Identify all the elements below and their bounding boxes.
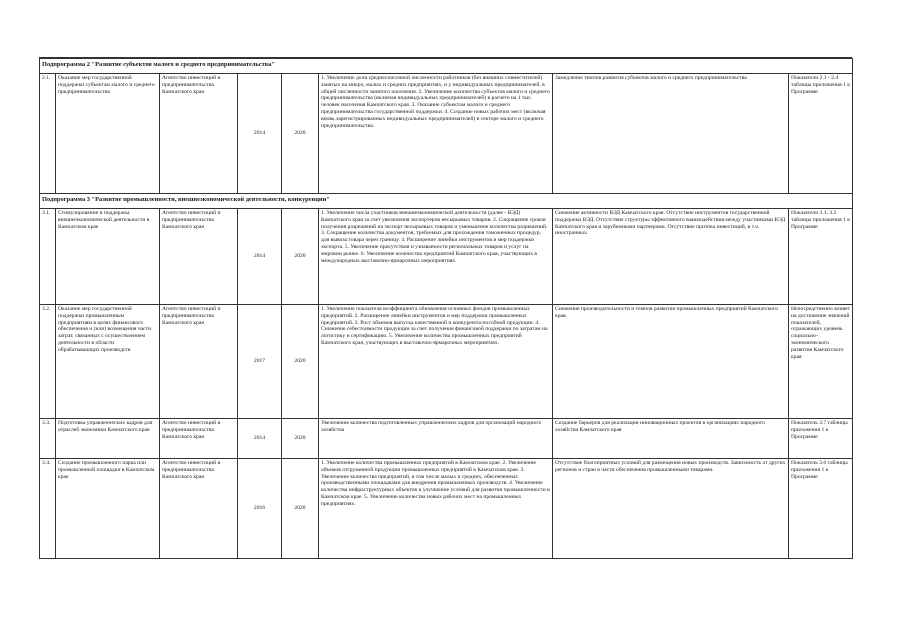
indicator-link: Непосредственно влияет на достижение значений показателей, отражающих уровень социально-экономического развития Камчатского края <box>789 305 853 419</box>
end-year: 2020 <box>282 459 319 559</box>
start-year: 2016 <box>238 459 282 559</box>
expected-result: 1. Увеличение показателя коэффициента обновления основных фондов промышленных предприятий. 2. Расширение линейки инструментов и мер поддержки промышленных предприятий. 3. Рост объемов выпуска качественной и конкурентоспособной продукции. 4. Снижение себестоимости продукции за счет получения финансовой поддержки по затратам на логистику и сертификацию. 5. Увеличение количества промышленных предприятий Камчатского края, участвующих в выставочно-ярмарочных мероприятиях. <box>319 305 553 419</box>
indicator-link: Показатель 3.6 таблицы приложения 1 к Программе <box>789 459 853 559</box>
end-year: 2020 <box>282 419 319 459</box>
subprogram-3-title: Подпрограмма 3 "Развитие промышленности, внешнеэкономической деятельности, конкуренции" <box>40 194 853 209</box>
consequence: Замедление темпов развития субъектов малого и среднего предпринимательства <box>553 74 789 194</box>
end-year: 2020 <box>282 209 319 305</box>
measure-name: Оказание мер государственной поддержки промышленным предприятиям в целях финансового обеспечения и (или) возмещения части затрат, связанных с осуществлением деятельности в области обрабатывающих производств <box>56 305 160 419</box>
end-year: 2020 <box>282 305 319 419</box>
row-number: 3.3. <box>40 419 56 459</box>
executor: Агентство инвестиций и предпринимательства Камчатского края <box>160 459 238 559</box>
executor: Агентство инвестиций и предпринимательства Камчатского края <box>160 419 238 459</box>
executor: Агентство инвестиций и предпринимательства Камчатского края <box>160 305 238 419</box>
indicator-link: Показатель 3.7 таблицы приложения 1 к Программе <box>789 419 853 459</box>
executor: Агентство инвестиций и предпринимательства Камчатского края <box>160 74 238 194</box>
expected-result: Увеличение количества подготовленных управленческих кадров для организаций народного хозяйства <box>319 419 553 459</box>
start-year: 2017 <box>238 305 282 419</box>
consequence: Отсутствие благоприятных условий для размещения новых производств. Зависимость от других регионов и стран в части обеспечения промышленными товарами. <box>553 459 789 559</box>
expected-result: 1. Увеличение числа участников внешнеэкономической деятельности (далее - ВЭД) Камчатского края за счет увеличения экспортеров несырьевых товаров. 2. Сокращение сроков получения разрешений на экспорт несырьевых товаров и уменьшение количества разрешений. 3. Сокращение количества документов, требуемых для прохождения таможенных процедур, для вывоза товара через границу. 4. Расширение линейки инструментов и мер поддержки экспорта. 5. Увеличение присутствия и узнаваемости региональных товаров и услуг на мировом рынке. 6. Увеличение количества предприятий Камчатского края, участвующих в международных выставочно-ярмарочных мероприятиях. <box>319 209 553 305</box>
subprogram-2-title: Подпрограмма 2 "Развитие субъектов малого и среднего предпринимательства" <box>40 59 853 74</box>
indicator-link: Показатели 3.1, 3.2 таблицы приложения 1 к Программе <box>789 209 853 305</box>
consequence: Снижение активности ВЭД Камчатского края. Отсутствие инструментов государственной поддержки ВЭД. Отсутствие структуры эффективного взаимодействия между участниками ВЭД Камчатского края и зарубежными партнерами. Отсутствие притока инвестиций, в т.ч. иностранных. <box>553 209 789 305</box>
executor: Агентство инвестиций и предпринимательства Камчатского края <box>160 209 238 305</box>
row-number: 3.1. <box>40 209 56 305</box>
expected-result: 1. Увеличение доли среднесписочной численности работников (без внешних совместителей) занятых на микро, малых и средних предприятиях, и у индивидуальных предпринимателей, в общей численности занятого населения. 2. Увеличение количества субъектов малого и среднего предпринимательства (включая индивидуальных предпринимателей) в расчете на 1 тыс. человек населения Камчатского края. 3. Оказание субъектам малого и среднего предпринимательства государственной поддержки. 4. Создание новых рабочих мест (включая вновь зарегистрированных индивидуальных предпринимателей) в секторе малого и среднего предпринимательства. <box>319 74 553 194</box>
expected-result: 1. Увеличение количества промышленных предприятий в Камчатском крае. 2. Увеличение объемов отгруженной продукции промышленных предприятий в Камчатском крае. 3. Увеличение количества предприятий, в том числе малых и средних, обеспеченных производственными площадками для внедрения промышленных производств. 4. Увеличение количества инфраструктурных объектов и улучшение условий для развития промышленности в Камчатском крае. 5. Увеличение количества новых рабочих мест на промышленных предприятиях. <box>319 459 553 559</box>
measure-name: Подготовка управленческих кадров для отраслей экономики Камчатского края <box>56 419 160 459</box>
measure-name: Создание промышленного парка или промышленной площадки в Камчатском крае <box>56 459 160 559</box>
consequence: Создание барьеров для реализации инновационных проектов в организациях народного хозяйства Камчатского края <box>553 419 789 459</box>
measure-name: Оказание мер государственной поддержки субъектам малого и среднего предпринимательства <box>56 74 160 194</box>
end-year: 2020 <box>282 74 319 194</box>
start-year: 2014 <box>238 74 282 194</box>
start-year: 2014 <box>238 419 282 459</box>
measure-name: Стимулирование и поддержка внешнеэкономической деятельности в Камчатском крае <box>56 209 160 305</box>
document-table <box>39 57 852 559</box>
start-year: 2014 <box>238 209 282 305</box>
row-number: 3.4. <box>40 459 56 559</box>
indicator-link: Показатели 2.1 - 2.4 таблицы приложения 1 к Программе <box>789 74 853 194</box>
row-number: 2.1. <box>40 74 56 194</box>
consequence: Снижение производительности и темпов развития промышленных предприятий Камчатского края. <box>553 305 789 419</box>
row-number: 3.2. <box>40 305 56 419</box>
